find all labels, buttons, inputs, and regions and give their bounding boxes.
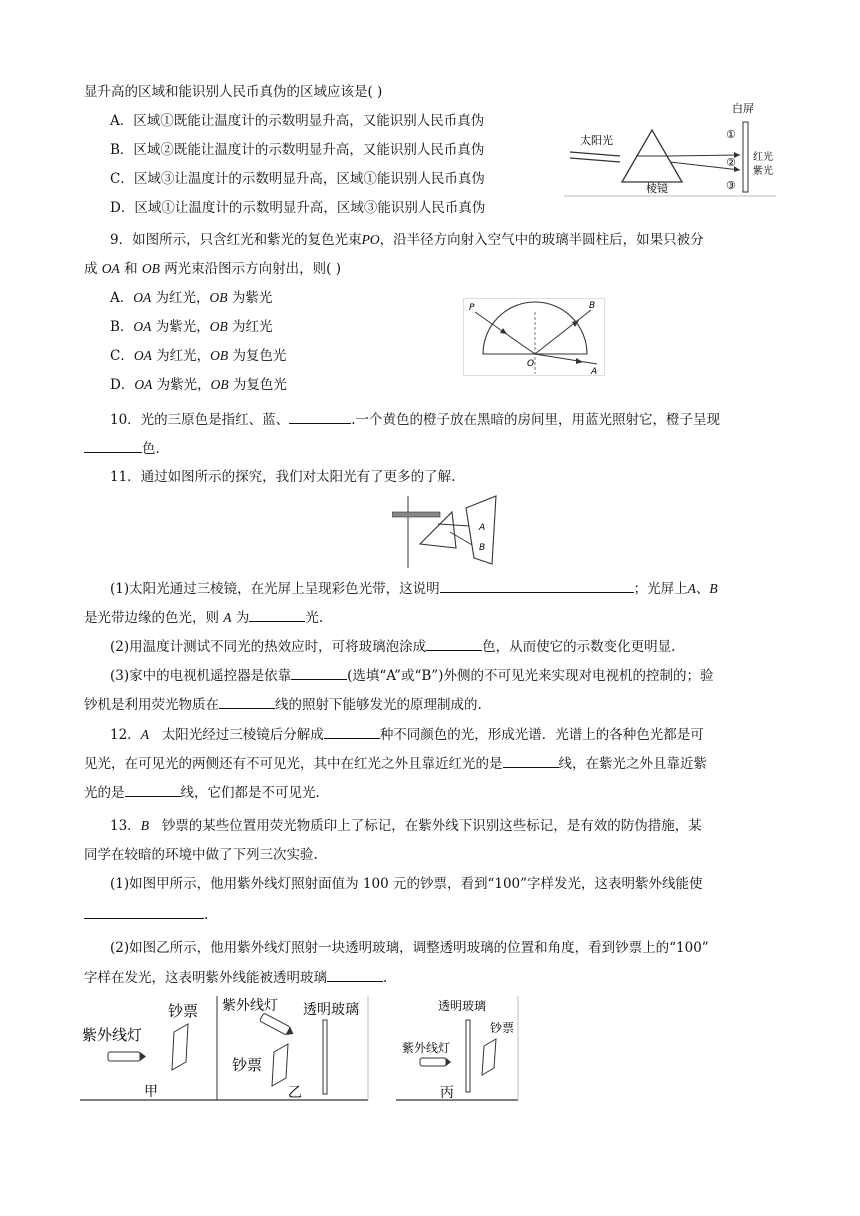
point-p: P <box>469 303 475 313</box>
q12-line3: 光的是 线，它们都是不可见光. <box>84 782 320 803</box>
q10-line1: 10．光的三原色是指红、蓝、 .一个黄色的橙子放在黑暗的房间里，用蓝光照射它，橙子呈现 <box>110 409 720 430</box>
q13-part2-line1: (2)如图乙所示，他用紫外线灯照射一块透明玻璃，调整透明玻璃的位置和角度，看到钞票上的“100” <box>110 940 709 956</box>
red-label: 红光 <box>753 152 773 163</box>
bing-caption: 丙 <box>440 1085 454 1101</box>
point-a: A <box>591 367 598 376</box>
point-o: O <box>527 359 535 369</box>
jia-lamp-label: 紫外线灯 <box>82 1026 143 1044</box>
q12-blank-1[interactable] <box>324 724 380 739</box>
q11-blank-5[interactable] <box>219 694 275 709</box>
q12-line2: 见光，在可见光的两侧还有不可见光，其中在红光之外且靠近红光的是 线，在紫光之外且靠近紫 <box>84 753 707 774</box>
region-3: ③ <box>726 179 736 192</box>
q11-stem: 11．通过如图所示的探究，我们对太阳光有了更多的了解. <box>110 469 456 485</box>
bing-bill-label: 钞票 <box>490 1021 515 1035</box>
q8-stem: 显升高的区域和能识别人民币真伪的区域应该是( ) <box>84 84 383 100</box>
yi-bill-label: 钞票 <box>232 1056 263 1074</box>
q13-part1-line2: . <box>84 904 208 925</box>
bing-glass-label: 透明玻璃 <box>438 999 487 1013</box>
q13-blank-2[interactable] <box>327 967 383 982</box>
yi-caption: 乙 <box>288 1085 302 1101</box>
q13-blank-1[interactable] <box>84 904 204 919</box>
yi-glass-label: 透明玻璃 <box>303 1002 359 1018</box>
bing-bill <box>482 1039 496 1075</box>
q11-blank-4[interactable] <box>291 665 347 680</box>
q13-part1-line1: (1)如图甲所示，他用紫外线灯照射面值为 100 元的钞票，看到“100”字样发光，这表明紫外线能使 <box>110 876 703 892</box>
yi-bill <box>272 1044 288 1086</box>
q8-option-c: C．区域③让温度计的示数明显升高，区域①能识别人民币真伪 <box>110 171 485 187</box>
yi-glass <box>323 1020 327 1094</box>
q13-line1: 13．B 钞票的某些位置用荧光物质印上了标记，在紫外线下识别这些标记，是有效的防伪措施，某 <box>110 818 702 834</box>
q11-part3-line1: (3)家中的电视机遥控器是依靠 (选填“A”或“B”)外侧的不可见光来实现对电视机的控制的；验 <box>110 665 713 686</box>
q11-part3-line2: 钞机是利用荧光物质在 线的照射下能够发光的原理制成的. <box>84 694 482 715</box>
uv-figure-jia-yi <box>80 996 370 1104</box>
uv-figure-bing <box>396 996 520 1104</box>
jia-caption: 甲 <box>144 1084 158 1100</box>
q11-blank-2[interactable] <box>249 607 305 622</box>
jia-bill-label: 钞票 <box>168 1002 199 1020</box>
q9-option-d: D．OA 为紫光，OB 为复色光 <box>110 377 287 393</box>
q13-line2: 同学在较暗的环境中做了下列三次实验. <box>84 847 318 863</box>
jia-bill <box>172 1024 188 1070</box>
jia-uv-lamp <box>108 1052 140 1061</box>
q12-blank-3[interactable] <box>125 782 181 797</box>
triangular-prism <box>420 512 456 548</box>
q11-part1-line1: (1)太阳光通过三棱镜，在光屏上呈现彩色光带，这说明 ；光屏上A、B <box>110 578 718 599</box>
yi-uv-lamp <box>260 1013 291 1035</box>
q11-blank-1[interactable] <box>440 578 634 593</box>
q9-line1: 9．如图所示，只含红光和紫光的复色光束PO，沿半径方向射入空气中的玻璃半圆柱后，如果只被分 <box>110 232 704 248</box>
prism-label: 棱镜 <box>646 182 668 195</box>
screen-label: 白屏 <box>732 102 754 115</box>
q9-option-b: B．OA 为紫光，OB 为红光 <box>110 319 273 335</box>
q12-line1: 12．A 太阳光经过三棱镜后分解成 种不同颜色的光，形成光谱．光谱上的各种色光都是可 <box>110 724 704 745</box>
q9-line2: 成 OA 和 OB 两光束沿图示方向射出，则( ) <box>84 261 342 277</box>
q9-option-c: C．OA 为红光，OB 为复色光 <box>110 348 287 364</box>
q12-blank-2[interactable] <box>503 753 559 768</box>
band-a: A <box>479 523 486 533</box>
q8-option-d: D．区域①让温度计的示数明显升高，区域③能识别人民币真伪 <box>110 200 486 216</box>
q10-line2: 色. <box>84 438 160 459</box>
prism-screen-figure <box>392 494 502 570</box>
sunlight-label: 太阳光 <box>580 134 613 147</box>
q11-blank-3[interactable] <box>426 636 482 651</box>
semicylinder-figure <box>463 298 605 376</box>
q9-option-a: A．OA 为红光，OB 为紫光 <box>110 290 273 306</box>
region-1: ① <box>726 128 736 141</box>
q10-blank-2[interactable] <box>84 438 142 453</box>
band-b: B <box>479 543 486 553</box>
q10-blank-1[interactable] <box>289 409 351 424</box>
white-screen <box>743 122 748 192</box>
bing-uv-lamp <box>420 1058 446 1066</box>
yi-lamp-label: 紫外线灯 <box>222 998 278 1014</box>
prism-figure <box>560 100 780 198</box>
q8-option-b: B．区域②既能让温度计的示数明显升高，又能识别人民币真伪 <box>110 142 485 158</box>
q11-part2: (2)用温度计测试不同光的热效应时，可将玻璃泡涂成 色，从而使它的示数变化更明显. <box>110 636 675 657</box>
q11-part1-line2: 是光带边缘的色光，则 A 为 光. <box>84 607 323 628</box>
violet-label: 紫光 <box>753 166 773 177</box>
q13-part2-line2: 字样在发光，这表明紫外线能被透明玻璃 . <box>84 967 387 988</box>
region-2: ② <box>726 156 736 169</box>
q8-option-a: A．区域①既能让温度计的示数明显升高，又能识别人民币真伪 <box>110 113 485 129</box>
point-b: B <box>589 301 596 311</box>
bing-glass <box>466 1020 470 1092</box>
bing-lamp-label: 紫外线灯 <box>402 1041 451 1055</box>
